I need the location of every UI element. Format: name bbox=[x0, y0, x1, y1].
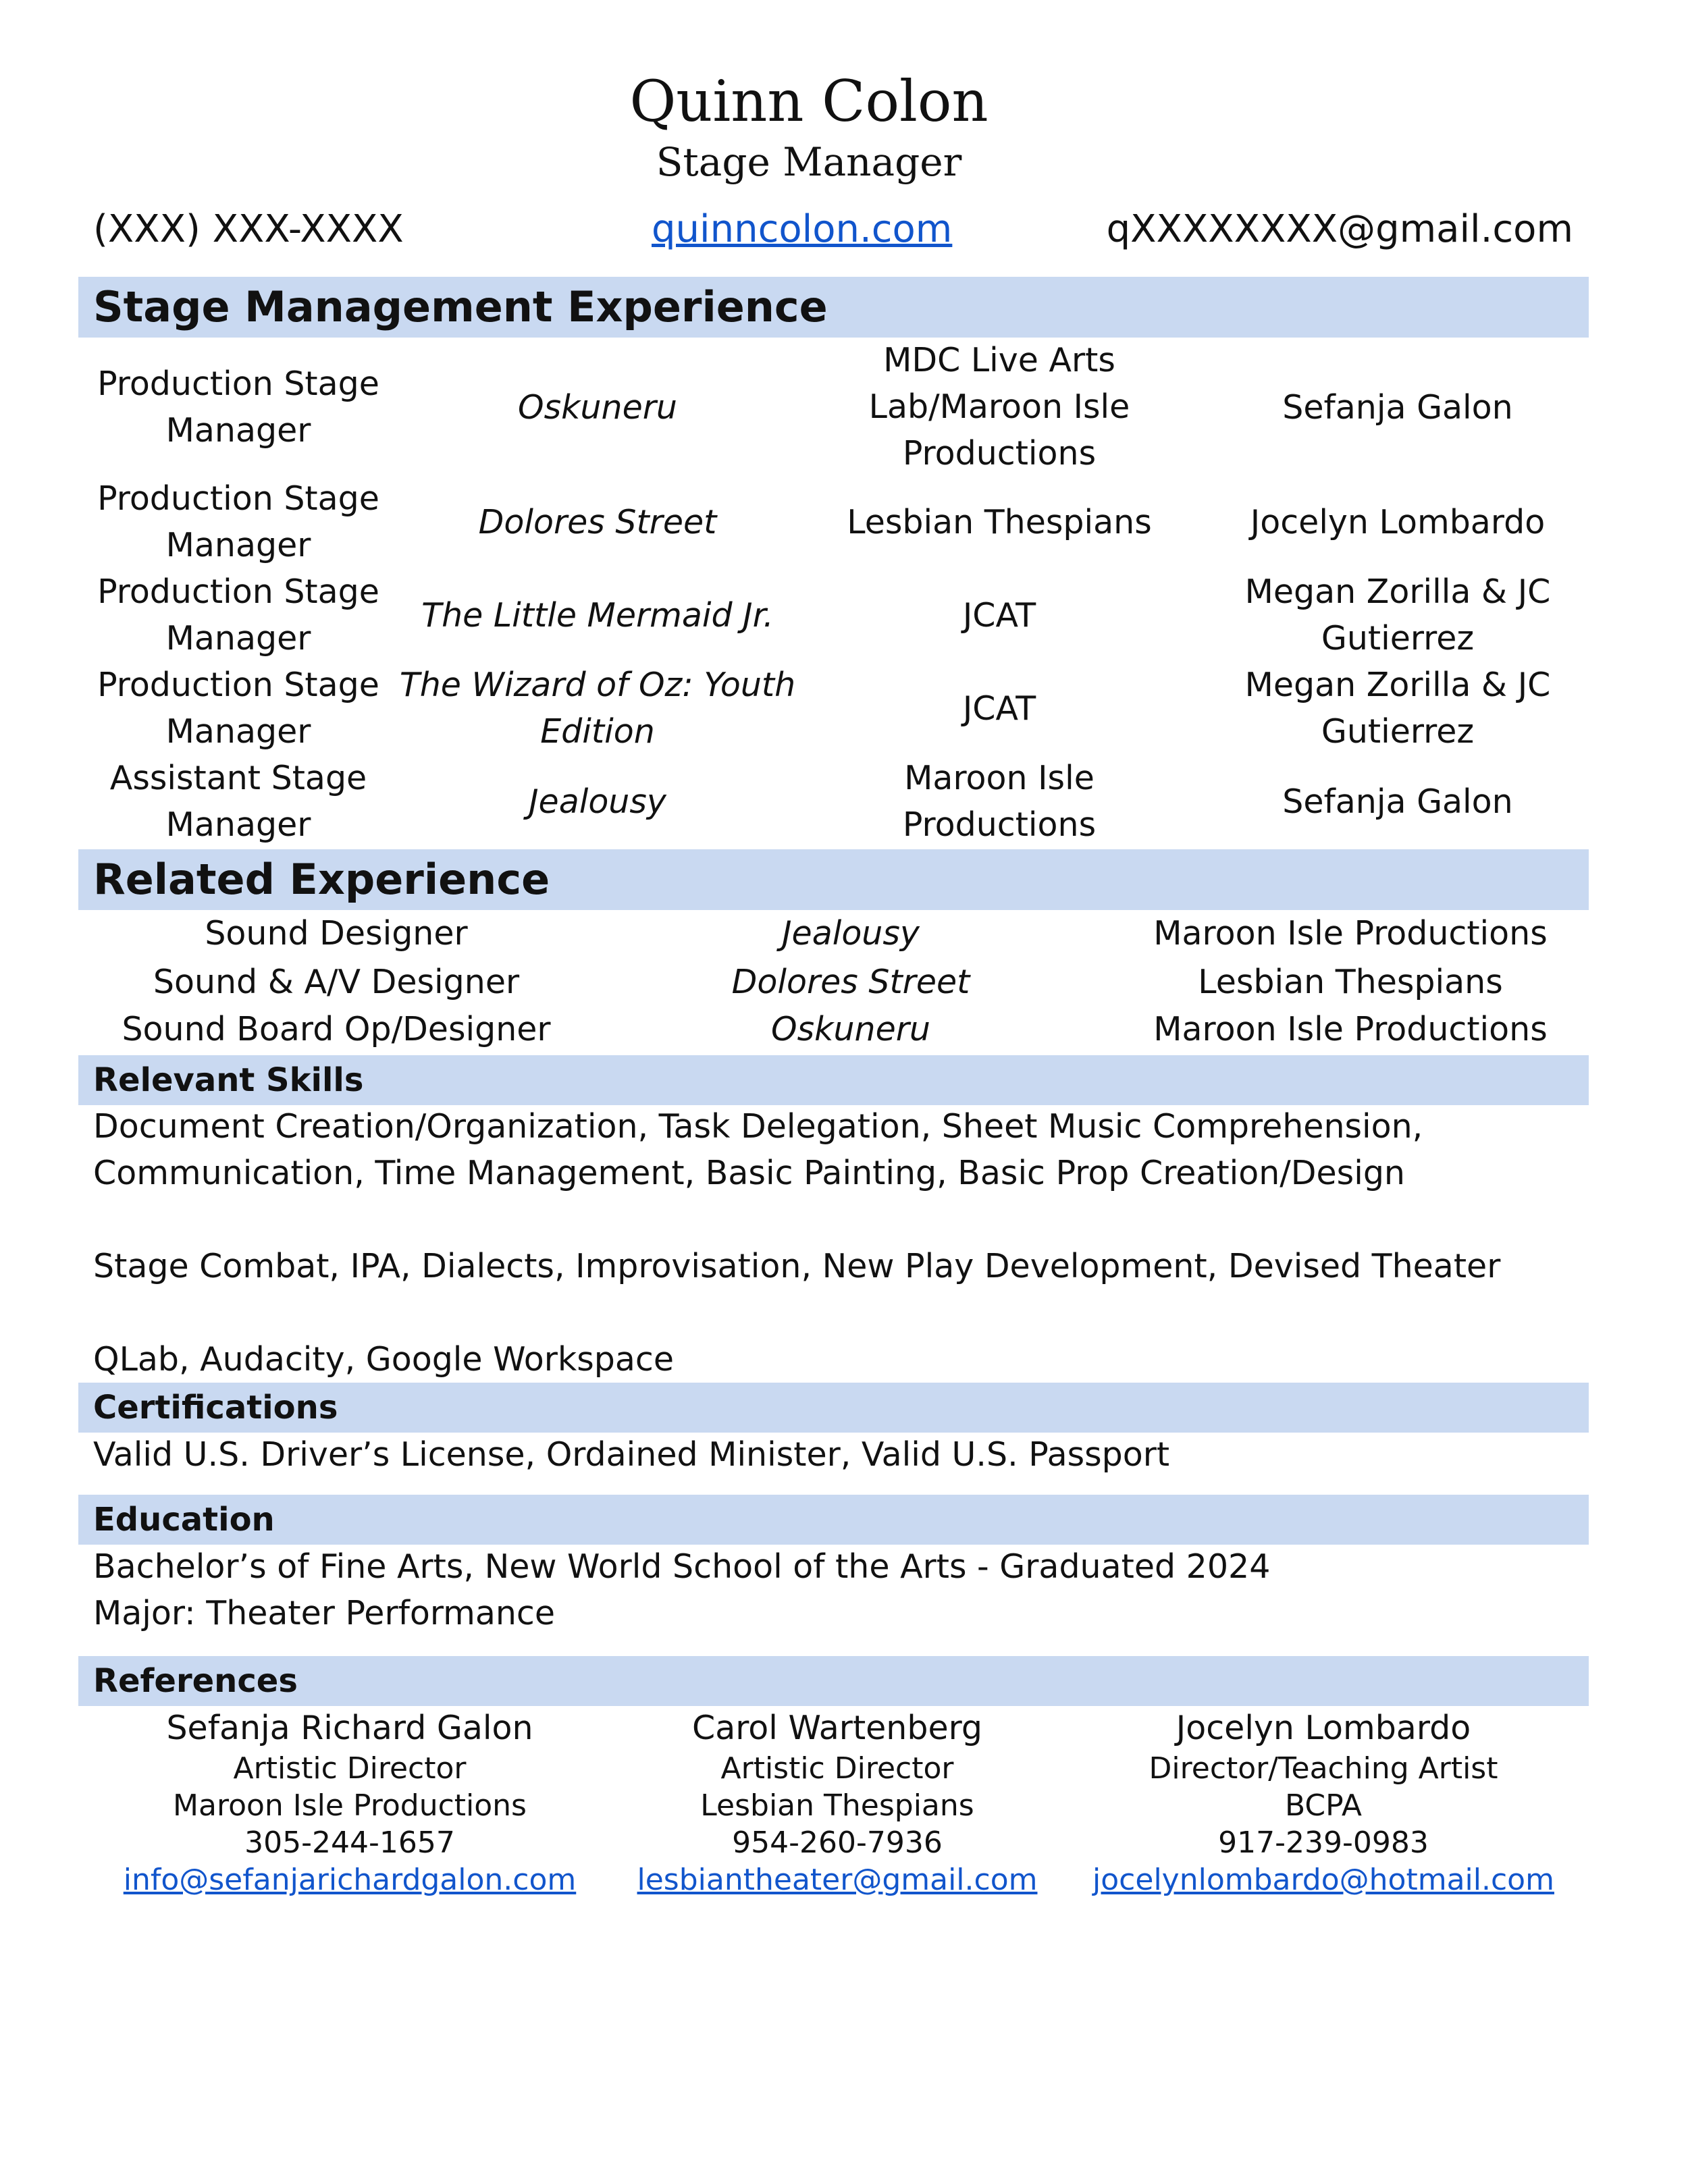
sm-row-role: Production Stage Manager bbox=[97, 479, 379, 564]
reference-name: Jocelyn Lombardo bbox=[1176, 1709, 1471, 1747]
education-degree: Bachelor’s of Fine Arts, New World School of the Arts - Graduated 2024 bbox=[93, 1547, 1271, 1586]
reference-email-link[interactable]: info@sefanjarichardgalon.com bbox=[123, 1863, 577, 1897]
related-row-role: Sound Board Op/Designer bbox=[122, 1010, 551, 1048]
sm-row-role: Production Stage Manager bbox=[97, 666, 379, 751]
reference-title: Director/Teaching Artist bbox=[1149, 1751, 1498, 1786]
section-heading-certifications: Certifications bbox=[78, 1383, 1589, 1433]
reference-name: Carol Wartenberg bbox=[691, 1709, 983, 1747]
section-heading-stage-management: Stage Management Experience bbox=[78, 277, 1589, 338]
reference-card bbox=[1053, 1707, 1593, 1898]
reference-card bbox=[608, 1707, 1067, 1898]
reference-org: BCPA bbox=[1285, 1788, 1362, 1823]
sm-row-company: MDC Live Arts Lab/Maroon Isle Productions bbox=[868, 341, 1130, 473]
reference-org: Lesbian Thespians bbox=[700, 1788, 974, 1823]
sm-row-director: Jocelyn Lombardo bbox=[1250, 502, 1546, 541]
sm-row-company: Maroon Isle Productions bbox=[902, 759, 1097, 844]
related-row-role: Sound & A/V Designer bbox=[153, 963, 520, 1001]
reference-title: Artistic Director bbox=[233, 1751, 467, 1786]
sm-row-role: Production Stage Manager bbox=[97, 365, 379, 450]
contact-phone: (XXX) XXX-XXXX bbox=[93, 207, 404, 251]
skills-line: QLab, Audacity, Google Workspace bbox=[93, 1340, 674, 1379]
reference-org: Maroon Isle Productions bbox=[173, 1788, 527, 1823]
related-row-show: Jealousy bbox=[782, 914, 920, 953]
section-heading-skills: Relevant Skills bbox=[78, 1055, 1589, 1105]
reference-phone: 305-244-1657 bbox=[244, 1826, 455, 1860]
sm-row-director: Megan Zorilla & JC Gutierrez bbox=[1244, 666, 1551, 751]
reference-phone: 917-239-0983 bbox=[1218, 1826, 1429, 1860]
sm-row-company: JCAT bbox=[962, 689, 1036, 728]
reference-phone: 954-260-7936 bbox=[732, 1826, 943, 1860]
sm-row-role: Assistant Stage Manager bbox=[109, 759, 367, 844]
sm-row-company: JCAT bbox=[962, 595, 1036, 635]
related-row-company: Maroon Isle Productions bbox=[1153, 914, 1548, 953]
skills-line: Stage Combat, IPA, Dialects, Improvisation, New Play Development, Devised Theater bbox=[93, 1247, 1501, 1285]
related-row-show: Oskuneru bbox=[771, 1010, 930, 1048]
sm-row-show: The Wizard of Oz: Youth Edition bbox=[399, 666, 796, 751]
sm-row-director: Megan Zorilla & JC Gutierrez bbox=[1244, 572, 1551, 658]
skills-line: Communication, Time Management, Basic Painting, Basic Prop Creation/Design bbox=[93, 1154, 1405, 1192]
contact-website-link[interactable]: quinncolon.com bbox=[652, 207, 953, 251]
section-heading-education: Education bbox=[78, 1495, 1589, 1545]
related-row-role: Sound Designer bbox=[205, 914, 468, 953]
reference-email-link[interactable]: jocelynlombardo@hotmail.com bbox=[1092, 1863, 1554, 1897]
sm-row-show: The Little Mermaid Jr. bbox=[421, 595, 774, 635]
resume-role: Stage Manager bbox=[656, 139, 962, 185]
resume-name: Quinn Colon bbox=[629, 68, 988, 134]
sm-row-show: Dolores Street bbox=[478, 502, 717, 541]
related-row-show: Dolores Street bbox=[731, 963, 970, 1001]
related-row-company: Maroon Isle Productions bbox=[1153, 1010, 1548, 1048]
reference-name: Sefanja Richard Galon bbox=[166, 1709, 533, 1747]
reference-card bbox=[80, 1707, 620, 1898]
education-major: Major: Theater Performance bbox=[93, 1594, 556, 1632]
section-heading-references: References bbox=[78, 1656, 1589, 1706]
sm-row-director: Sefanja Galon bbox=[1282, 782, 1513, 821]
section-heading-related-experience: Related Experience bbox=[78, 849, 1589, 910]
reference-title: Artistic Director bbox=[720, 1751, 954, 1786]
sm-row-show: Jealousy bbox=[529, 782, 666, 821]
sm-row-director: Sefanja Galon bbox=[1282, 388, 1513, 427]
contact-email: qXXXXXXXX@gmail.com bbox=[1106, 207, 1573, 251]
sm-row-show: Oskuneru bbox=[518, 388, 677, 427]
reference-email-link[interactable]: lesbiantheater@gmail.com bbox=[637, 1863, 1038, 1897]
sm-row-role: Production Stage Manager bbox=[97, 572, 379, 658]
related-row-company: Lesbian Thespians bbox=[1198, 963, 1503, 1001]
sm-row-company: Lesbian Thespians bbox=[847, 502, 1152, 541]
skills-line: Document Creation/Organization, Task Delegation, Sheet Music Comprehension, bbox=[93, 1107, 1423, 1146]
certifications-text: Valid U.S. Driver’s License, Ordained Minister, Valid U.S. Passport bbox=[93, 1435, 1170, 1474]
